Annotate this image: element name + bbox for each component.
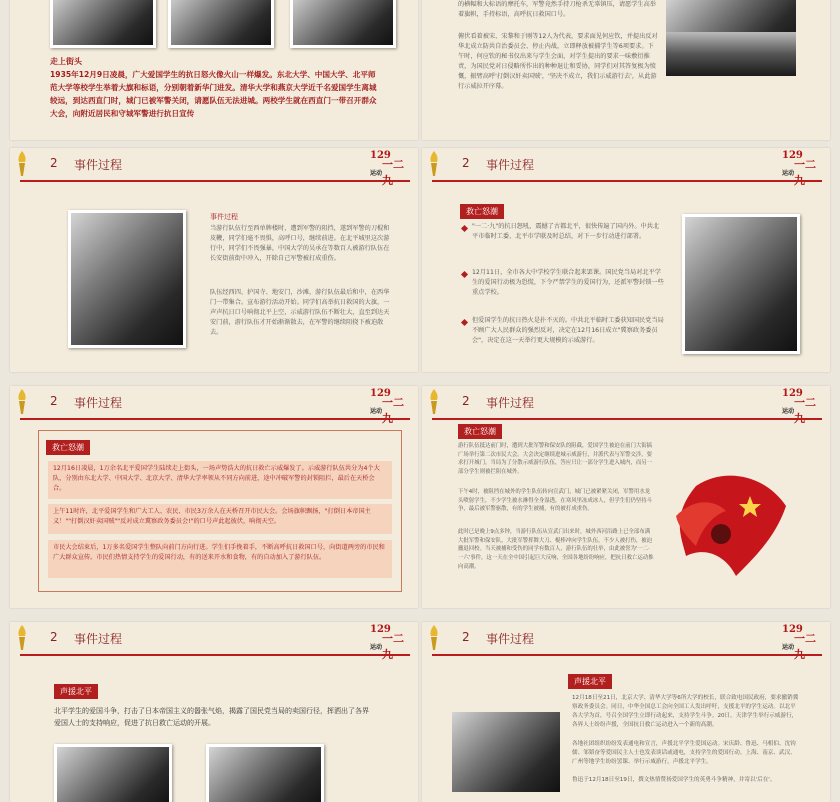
slide-4[interactable]: [422, 148, 830, 372]
slide-header: [10, 148, 418, 187]
header-divider: [432, 654, 822, 656]
body-text: 游行队伍抵达前门时，遭到大批军警和保安队的阻截，爱国学生被迫在前门大街搞广场举行第二次市民大会。大会决定继续进城示威游行，并派代表与军警交涉，要求打开城门，当局为了分散示威游行队伍，答应只让一部分学生进入城内，而另一部分学生则被拦阻在城外。: [458, 443, 653, 475]
section-title: 事件过程: [74, 158, 123, 172]
slide-6[interactable]: [422, 386, 830, 608]
subtitle: 事件过程: [210, 213, 238, 221]
section-title: 事件过程: [486, 632, 535, 646]
topic-tag: 救亡怒潮: [458, 424, 502, 439]
info-box: 市民大会结束后，1万多名爱国学生整队向前门方向行进。学生们手挽着手，不断高呼抗日救国口号，向街道两旁的市民和广大群众宣传。市民们热情支持学生的爱国行动，有的送来开水和食物，有的自动加入了游行队伍。: [48, 540, 392, 578]
historical-photo: [206, 744, 324, 802]
historical-photo: [666, 32, 796, 76]
slide-header: [422, 622, 830, 661]
body-text: 北平学生的爱国斗争，打击了日本帝国主义的嚣张气焰，揭露了国民党当局的卖国行径，挥洒出了各界爱国人士的支持响应，促进了抗日救亡运动的开展。: [54, 707, 369, 727]
bullet-diamond-icon: [461, 271, 468, 278]
bullet-diamond-icon: [461, 319, 468, 326]
section-number: 2: [462, 630, 470, 644]
torch-icon: [427, 625, 441, 651]
section-number: 2: [462, 394, 470, 408]
torch-icon: [15, 625, 29, 651]
header-divider: [432, 180, 822, 182]
section-title: 事件过程: [486, 158, 535, 172]
torch-icon: [427, 389, 441, 415]
slide-header: [10, 386, 418, 425]
historical-photo: [290, 0, 396, 48]
logo-129: 129 一二九 运动: [370, 388, 404, 425]
slide-header: [10, 622, 418, 661]
slide-3[interactable]: [10, 148, 418, 372]
bullet-item: "一二·九"的抗日怒吼，震撼了古都北平，很快传遍了国内外。中共北平市临时工委、北平市学联及时总结，对下一步行动进行部署。: [472, 223, 660, 240]
header-divider: [432, 418, 822, 420]
historical-photo: [54, 744, 172, 802]
slide-2[interactable]: [422, 0, 830, 140]
slide-5[interactable]: [10, 386, 418, 608]
slide-1[interactable]: [10, 0, 418, 140]
section-number: 2: [50, 156, 58, 170]
topic-tag: 声援北平: [54, 684, 98, 699]
slide-header: [422, 148, 830, 187]
body-text: 队伍经西四、护国寺、地安门，沙滩，游行队伍最后和中，在西华门一带集合。宣布游行活动开始。同学们高举抗日救国的大旗，一声声抗日口号响彻北平上空，示威游行队伍不断壮大，直至到达天安门前，游行队伍才开始渐渐散去，在军警的继续阻挠下被迫散去。: [210, 289, 390, 336]
torch-icon: [15, 389, 29, 415]
header-divider: [20, 418, 410, 420]
logo-129: 129 一二九 运动: [782, 388, 816, 425]
topic-tag: 声援北平: [568, 674, 612, 689]
historical-photo: [168, 0, 274, 48]
section-title: 事件过程: [74, 396, 123, 410]
torch-icon: [427, 151, 441, 177]
header-divider: [20, 654, 410, 656]
logo-129: 129 一二九 运动: [782, 624, 816, 661]
info-box: 12月16日凌晨，1万余名北平爱国学生陆续走上街头，一场声势浩大的抗日救亡示威爆发了。示威游行队伍共分为4个大队，分别由东北大学、中国大学、北京大学、清华大学率领从不同方向前进，途中冲破军警的封锁阻拦，最后在天桥会合。: [48, 461, 392, 499]
section-number: 2: [50, 630, 58, 644]
section-number: 2: [50, 394, 58, 408]
body-text: 下午4时，被阻挡在城外的学生队伍转向宣武门，城门已被紧紧关闭，军警用水龙头喷射学生，不少学生被水淋得全身湿透，在寒风里冻成冰人，但学生们仍坚持斗争，最后被军警驱散，有的学生被捕，有的被打成重伤。: [458, 489, 653, 513]
logo-129: 129 一二九 运动: [782, 150, 816, 187]
slide-8[interactable]: [422, 622, 830, 802]
bullet-item: 12月11日，全市各大中学校学生联合起来罢课。国民党当局对北平学生的爱国行动极为恐慌，下令严禁学生的爱国行为，还派军警封锁一些重点学校。: [472, 269, 664, 296]
torch-icon: [15, 151, 29, 177]
red-flag-decoration: [666, 456, 796, 586]
body-text: 的横幅和大标语的摩托车，军警竟然手持刀枪杀无辜镇压，请愿学生高举着旗帜，手持标语，高呼抗日救国口号。: [458, 1, 656, 18]
body-text: 1935年12月9日凌晨，广大爱国学生的抗日怒火像火山一样爆发。东北大学、中国大学、北平师范大学等校学生举着大旗和标语，分别朝着新华门进发。清华大学和燕京大学近千名爱国学生离城较远，到达西直门时，城门已被军警关闭，请愿队伍无法进城。两校学生就在西直门一带召开群众大会，向附近居民和守城军警进行抗日宣传: [50, 70, 377, 118]
bullet-item: 但爱国学生的抗日热火是扑不灭的。中共北平临时工委获知国民党当局不顾广大人民群众的强烈反对，决定在12月16日成立"冀察政务委员会"，决定在这一天举行更大规模的示威游行。: [472, 317, 664, 344]
body-text: 各地社团组织纷纷发表通电和宣言，声援北平学生爱国运动。宋庆龄、鲁迅、马相伯、沈钧儒、邹韬奋等爱国民主人士也发表谈话或通电，支持学生的爱国行动。上海、南京、武汉、广州等地学生纷纷罢课、举行示威游行，声援北平学生。: [572, 741, 796, 765]
historical-photo: [682, 214, 800, 354]
slide-header: [422, 386, 830, 425]
historical-photo: [68, 210, 186, 348]
info-box: 上午11时许，北平爱国学生和广大工人、农民、市民3万余人在天桥召开市民大会。会场旗帜飘扬，"打倒日本帝国主义！""打倒汉奸卖国贼""反对成立冀察政务委员会!"的口号声此起彼伏，响彻天空。: [48, 504, 392, 534]
logo-129: 129 一二九 运动: [370, 624, 404, 661]
section-title: 事件过程: [486, 396, 535, 410]
section-number: 2: [462, 156, 470, 170]
logo-129: 129 一二九 运动: [370, 150, 404, 187]
body-text: 鲁迅于12月18日至19日，撰文热情赞扬爱国学生的英勇斗争精神，并寄以'后在'。: [572, 777, 776, 783]
body-text: 12月18日至21日，北京大学、清华大学等6所大学的校长，联合致电国民政府，要求撤销冀察政务委员会。同日，中华全国总工会向全国工人发出呼吁，支援北平的学生运动。以北平各大学为首，号召全国学生立即行动起来，支持学生斗争。20日，天津学生举行示威游行，各界人士纷纷声援，全国抗日救亡运动进入一个新的高潮。: [572, 695, 799, 728]
bullet-diamond-icon: [461, 225, 468, 232]
body-text: 当游行队伍行至西单牌楼时，遭到军警的阻挡，遂到军警的刀棍和皮鞭，同学们毫不畏惧，高呼口号，继续前进。在北平城里这次游行中，同学们不畏强暴，中国大学的吴承在等数百人被游行队伍在长安街前街中冲入，开除自己军警被打成重伤。: [210, 225, 390, 262]
body-text: 此时已是晚上9点多钟，当游行队伍从宣武门出来时，城外西河沿路上已全部布满大批军警和保安队，大批军警挥舞大刀、棍棒冲向学生队伍，不少人被打伤，被迫撤退回校。当天被捕和受伤的同学有数百人，游行队伍的壮举，由此被誉为'一二·一六'事件，这一天在全中国引起巨大反响，全国各地纷纷响应，把抗日救亡运动推向高潮。: [458, 529, 654, 570]
section-heading: 走上街头: [50, 57, 82, 66]
topic-tag: 救亡怒潮: [460, 204, 504, 219]
slide-7[interactable]: [10, 622, 418, 802]
section-title: 事件过程: [74, 632, 123, 646]
historical-photo: [50, 0, 156, 48]
header-divider: [20, 180, 410, 182]
topic-tag: 救亡怒潮: [46, 440, 90, 455]
body-text: 俯伏看着被宋、宋黎和于刚等12人为代表，要求面见何应钦，并提出反对华北成立防共自治委员会、停止内战，立即释放被捕学生等6项要求。下午时，何应钦的秘书仅出来与学生会面，对学生提出的要求一味敷衍推责，为国民党对日侵略所作出的种种退让和妥协，同学们对其答复极为愤慨，振臂高呼'打倒汉奸卖国贼'，'坚决不成立，我们示威游行去'，从此游行示威拉开序幕。: [458, 33, 658, 90]
historical-photo: [452, 712, 560, 792]
